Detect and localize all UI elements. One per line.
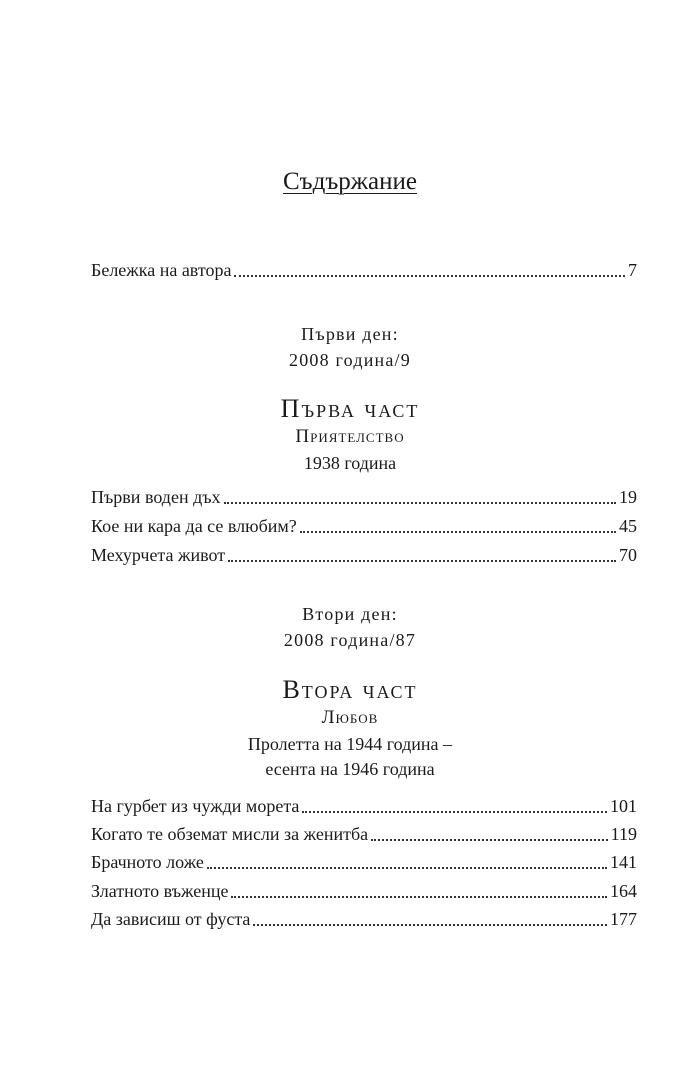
part2-subtitle: Любов	[321, 707, 379, 728]
toc-entry	[91, 907, 637, 931]
dot-leader	[231, 895, 607, 898]
day2-heading: Втори ден:	[302, 604, 398, 624]
dot-leader	[253, 923, 607, 926]
toc-entry	[91, 794, 637, 818]
entry-page: 141	[610, 852, 637, 872]
dot-leader	[300, 530, 616, 533]
page-title: Съдържание	[283, 168, 417, 195]
dot-leader	[207, 866, 607, 869]
entry-title: Кое ни кара да се влюбим?	[91, 516, 297, 536]
entry-page: 45	[619, 516, 637, 536]
part2-period-line2: есента на 1946 година	[265, 759, 435, 779]
dot-leader	[302, 810, 607, 813]
entry-title: Бележка на автора	[91, 260, 232, 280]
day2-year-page: 2008 година/87	[283, 630, 417, 650]
toc-entry	[91, 850, 637, 874]
entry-title: Златното въженце	[91, 881, 229, 901]
dot-leader	[224, 501, 616, 504]
entry-title: Мехурчета живот	[91, 545, 226, 565]
entry-page: 19	[619, 487, 637, 507]
entry-page: 177	[610, 909, 637, 929]
entry-page: 70	[619, 545, 637, 565]
entry-page: 101	[610, 796, 637, 816]
entry-title: Да зависиш от фуста	[91, 909, 251, 929]
dot-leader	[371, 838, 608, 841]
part1-subtitle: Приятелство	[295, 426, 405, 447]
part1-title: Първа част	[280, 394, 420, 423]
entry-title: На гурбет из чужди морета	[91, 796, 300, 816]
entry-title: Първи воден дъх	[91, 487, 221, 507]
toc-entry	[91, 879, 637, 903]
toc-entry	[91, 543, 637, 567]
toc-entry	[91, 485, 637, 509]
part1-year: 1938 година	[303, 453, 397, 473]
dot-leader	[228, 559, 616, 562]
day1-heading: Първи ден:	[301, 324, 399, 344]
toc-entry-author-note	[91, 258, 637, 282]
dot-leader	[234, 274, 625, 277]
entry-page: 7	[628, 260, 637, 280]
part2-title: Втора част	[282, 675, 418, 704]
entry-title: Брачното ложе	[91, 852, 204, 872]
toc-entry	[91, 514, 637, 538]
part2-period-line1: Пролетта на 1944 година –	[247, 734, 453, 754]
entry-title: Когато те обземат мисли за женитба	[91, 824, 369, 844]
day1-year-page: 2008 година/9	[289, 350, 411, 370]
entry-page: 119	[610, 824, 637, 844]
entry-page: 164	[610, 881, 637, 901]
toc-entry	[91, 822, 637, 846]
